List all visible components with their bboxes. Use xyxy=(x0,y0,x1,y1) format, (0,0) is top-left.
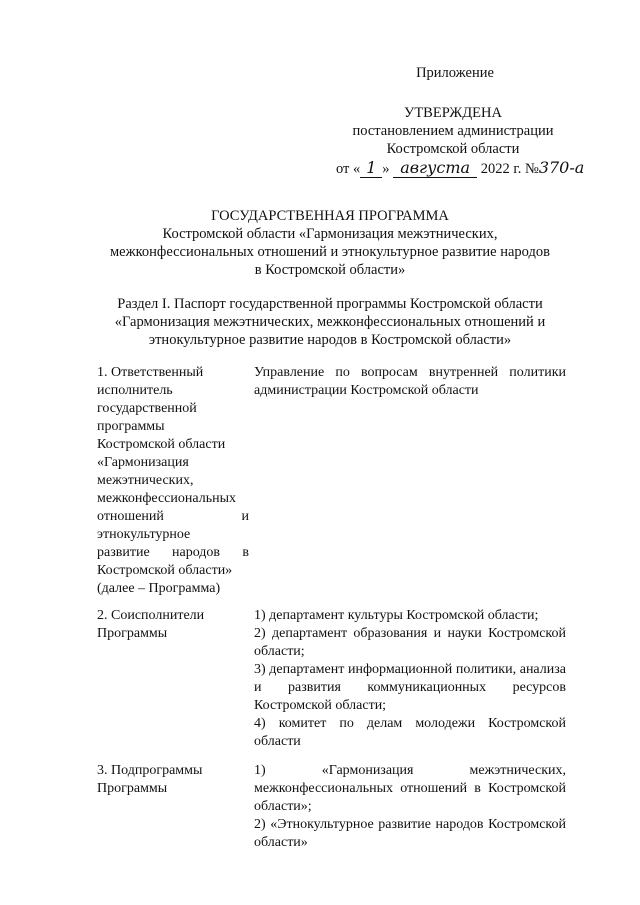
label-line: государственной xyxy=(97,401,197,416)
section-line2: «Гармонизация межэтнических, межконфессиональных отношений и xyxy=(114,314,546,330)
row-label xyxy=(97,364,249,598)
label-line: Костромской области xyxy=(97,437,226,452)
row-value xyxy=(254,607,566,751)
label-line: развитие народов в xyxy=(97,545,249,560)
label-line: межконфессиональных xyxy=(97,491,236,506)
approved-title: УТВЕРЖДЕНА xyxy=(404,105,502,121)
list-item: 3) департамент информационной политики, анализа и развития коммуникационных ресурсов Костромской области; xyxy=(254,662,566,713)
program-name-line2: межконфессиональных отношений и этнокультурное развитие народов xyxy=(109,244,550,260)
section-line3: этнокультурное развитие народов в Костромской области» xyxy=(148,332,512,348)
label-line: (далее – Программа) xyxy=(97,581,221,596)
list-item: 1) «Гармонизация межэтнических, межконфессиональных отношений в Костромской области»; xyxy=(254,763,566,814)
date-month-handwritten: августа xyxy=(393,158,477,178)
row-value xyxy=(254,762,566,852)
row-label xyxy=(97,607,249,643)
list-item: 2) «Этнокультурное развитие народов Костромской области» xyxy=(254,817,566,850)
date-year: 2022 г. № xyxy=(480,161,539,177)
row-value xyxy=(254,364,566,400)
label-line: 3. Подпрограммы xyxy=(97,763,203,778)
list-item: 1) департамент культуры Костромской области; xyxy=(254,608,539,623)
date-mid: » xyxy=(382,161,390,177)
label-line: «Гармонизация xyxy=(97,455,189,470)
label-line: Программы xyxy=(97,781,168,796)
section-heading xyxy=(80,295,580,349)
appendix-label: Приложение xyxy=(416,65,494,81)
label-line: 2. Соисполнители xyxy=(97,608,205,623)
approval-stamp xyxy=(338,104,568,158)
label-line: 1. Ответственный xyxy=(97,365,204,380)
label-line: отношений и xyxy=(97,509,249,524)
label-line: Программы xyxy=(97,626,168,641)
approval-date-line xyxy=(336,158,621,178)
list-item: 4) комитет по делам молодежи Костромской области xyxy=(254,716,566,749)
program-heading xyxy=(80,207,580,279)
row-label xyxy=(97,762,249,798)
responsible-executor: Управление по вопросам внутренней политики администрации Костромской области xyxy=(254,365,566,398)
list-item: 2) департамент образования и науки Костромской области; xyxy=(254,626,566,659)
approved-by-line1: постановлением администрации xyxy=(352,123,554,139)
label-line: программы xyxy=(97,419,165,434)
decree-number-handwritten: 370-а xyxy=(538,158,585,177)
program-name-line1: Костромской области «Гармонизация межэтнических, xyxy=(162,226,498,242)
date-day-handwritten: 1 xyxy=(360,158,382,178)
program-name-line3: в Костромской области» xyxy=(254,262,406,278)
label-line: Костромской области» xyxy=(97,563,233,578)
label-line: исполнитель xyxy=(97,383,173,398)
date-prefix: от « xyxy=(336,161,361,177)
program-title: ГОСУДАРСТВЕННАЯ ПРОГРАММА xyxy=(211,208,449,224)
approved-by-line2: Костромской области xyxy=(386,141,520,157)
section-line1: Раздел I. Паспорт государственной программы Костромской области xyxy=(117,296,543,312)
label-line: межэтнических, xyxy=(97,473,194,488)
label-line: этнокультурное xyxy=(97,527,191,542)
